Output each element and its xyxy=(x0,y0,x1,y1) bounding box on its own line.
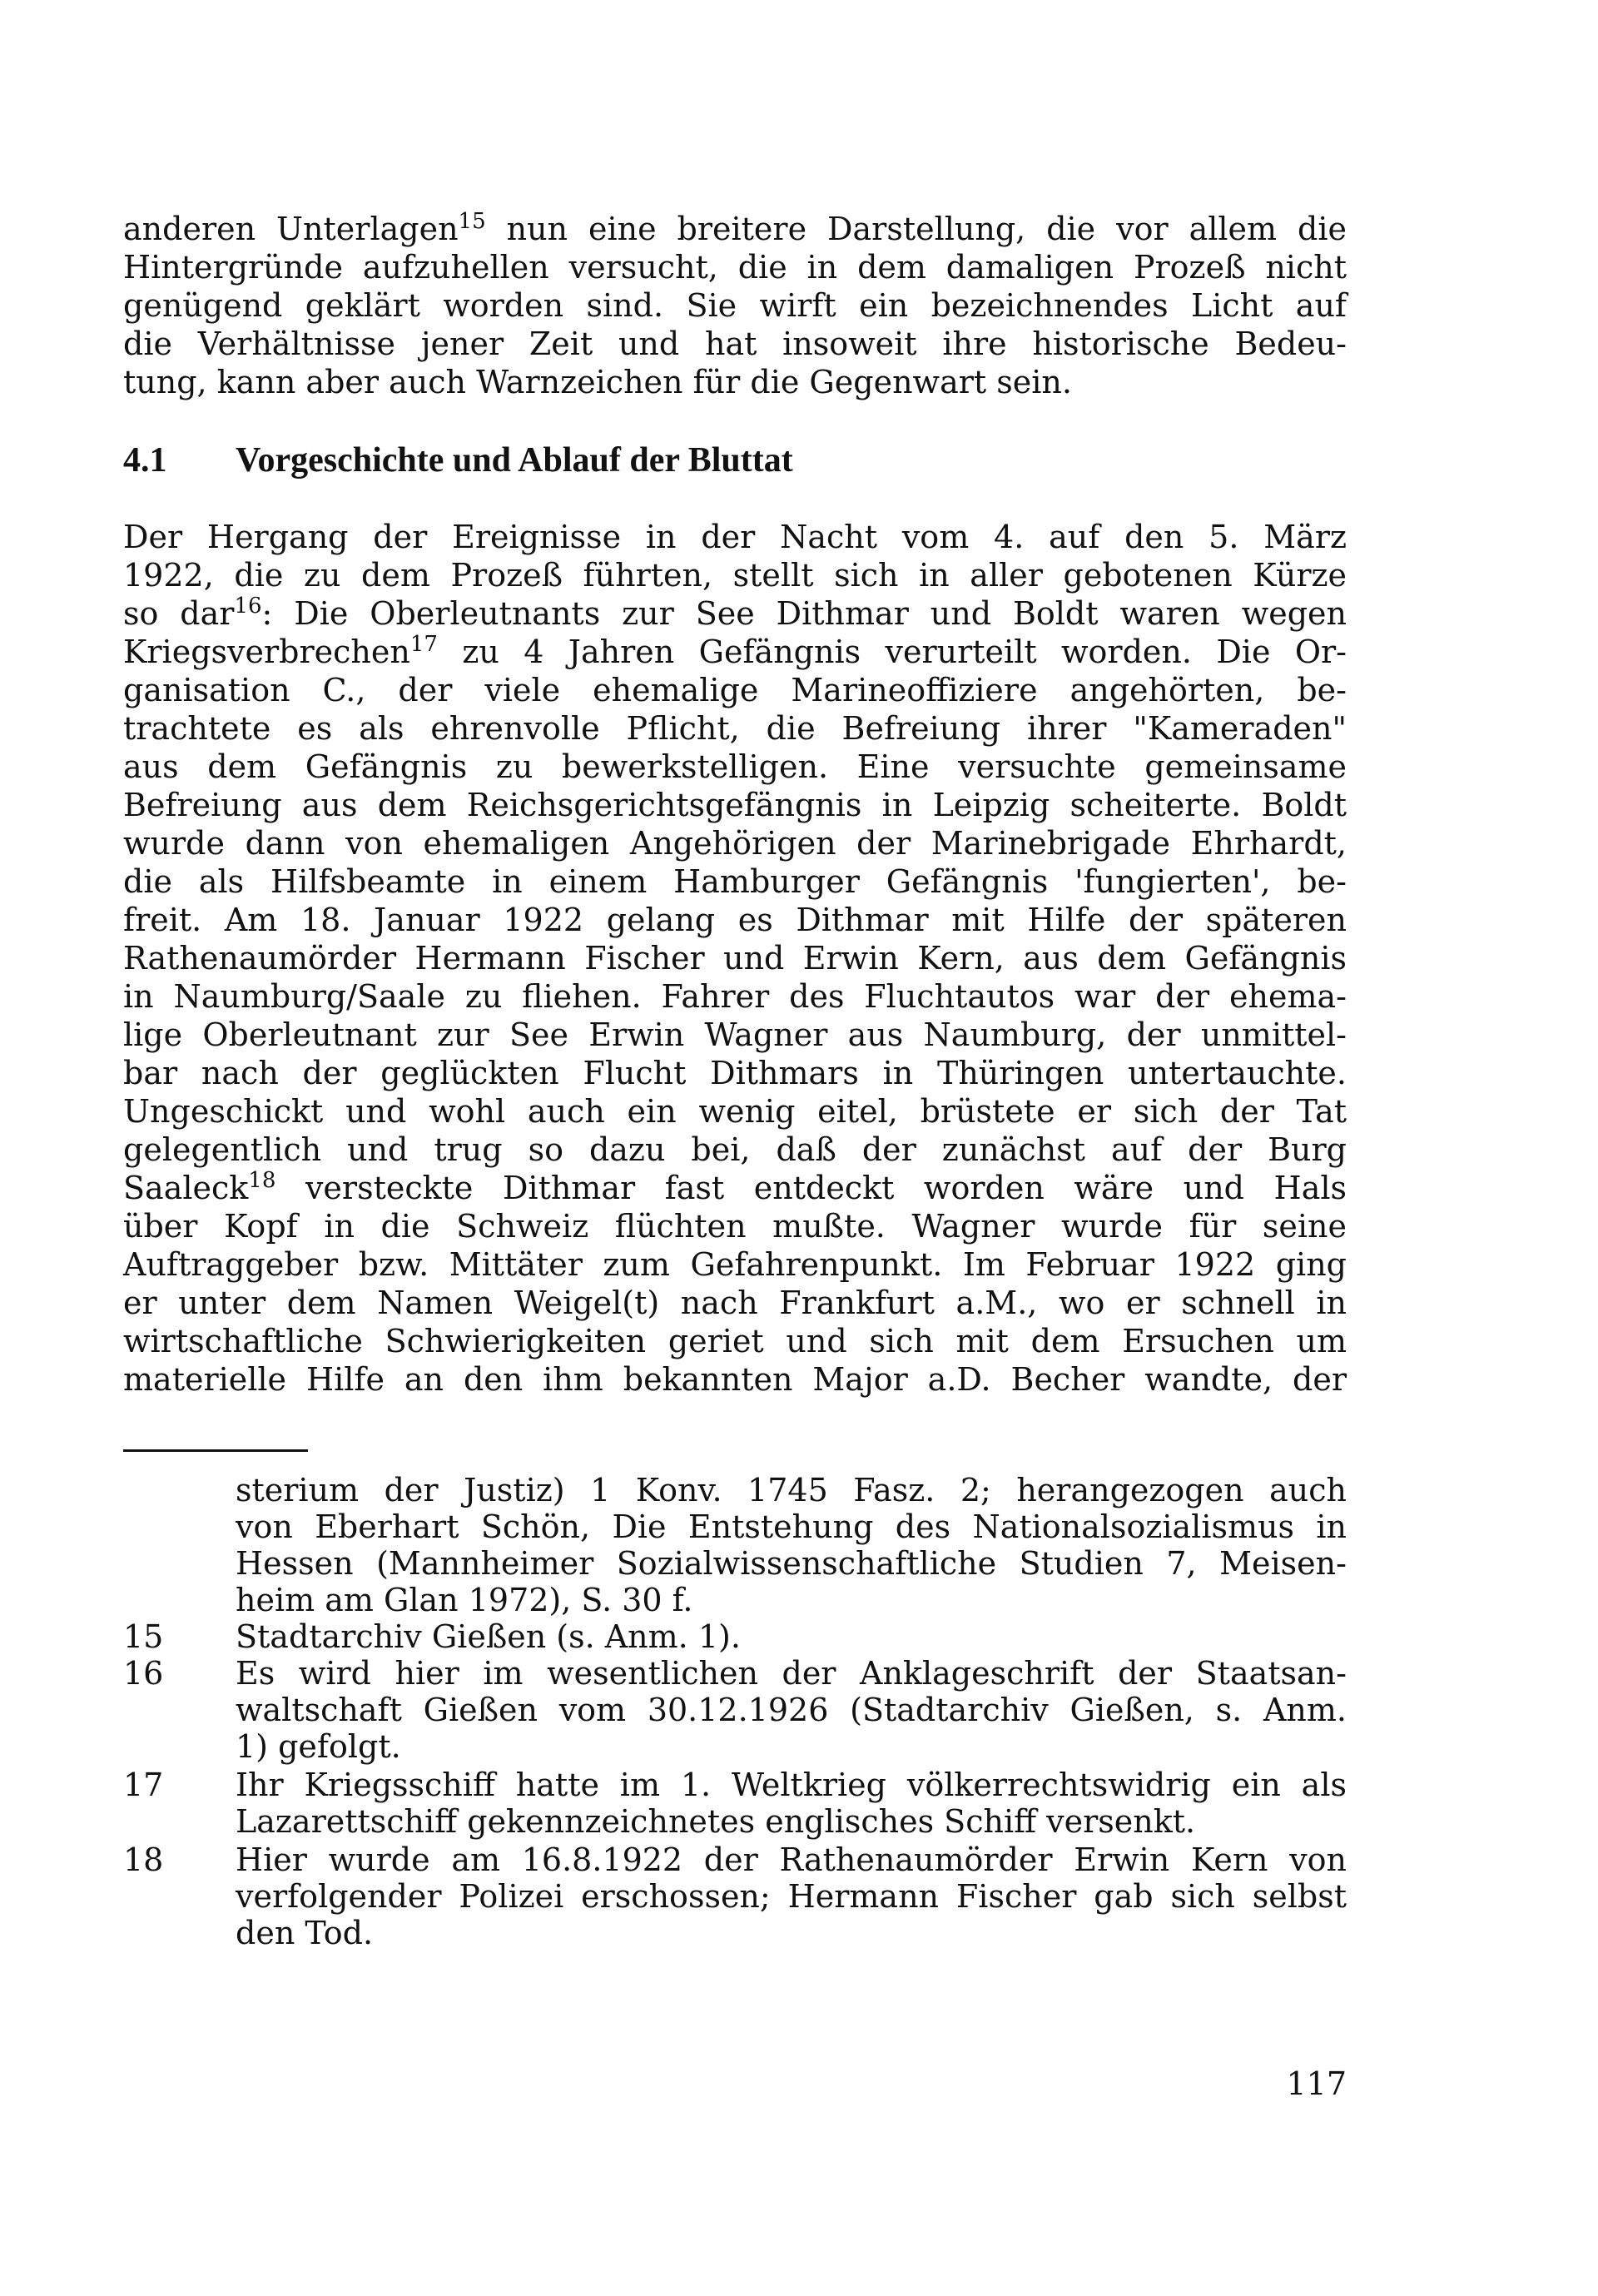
paragraph-line-17: gelegentlich und trug so dazu bei, daß der zunächst auf der Burg xyxy=(123,1131,1347,1168)
section-number: 4.1 xyxy=(123,441,167,480)
footnote-continuation-line-3: Hessen (Mannheimer Sozialwissenschaftliche Studien 7, Meisen- xyxy=(236,1545,1347,1582)
footnote-18-line-2: verfolgender Polizei erschossen; Hermann Fischer gab sich selbst xyxy=(236,1878,1347,1915)
intro-line-5: tung, kann aber auch Warnzeichen für die Gegenwart sein. xyxy=(123,364,1072,400)
paragraph-line-13: in Naumburg/Saale zu fliehen. Fahrer des Fluchtautos war der ehema- xyxy=(123,978,1347,1015)
footnote-continuation-line-1: sterium der Justiz) 1 Konv. 1745 Fasz. 2; herangezogen auch xyxy=(236,1472,1347,1508)
paragraph-line-2: 1922, die zu dem Prozeß führten, stellt sich in aller gebotenen Kürze xyxy=(123,557,1347,594)
paragraph-line-14: lige Oberleutnant zur See Erwin Wagner aus Naumburg, der unmittel- xyxy=(123,1016,1347,1053)
paragraph-line-10: die als Hilfsbeamte in einem Hamburger Gefängnis 'fungierten', be- xyxy=(123,863,1347,900)
page-number: 117 xyxy=(1286,2065,1347,2102)
paragraph-line-22: wirtschaftliche Schwierigkeiten geriet und sich mit dem Ersuchen um xyxy=(123,1323,1347,1359)
paragraph-line-16: Ungeschickt und wohl auch ein wenig eitel, brüstete er sich der Tat xyxy=(123,1093,1347,1130)
footnote-16-line-2: waltschaft Gießen vom 30.12.1926 (Stadtarchiv Gießen, s. Anm. xyxy=(236,1692,1347,1728)
paragraph-line-6: trachtete es als ehrenvolle Pflicht, die Befreiung ihrer "Kameraden" xyxy=(123,710,1347,747)
paragraph-line-12: Rathenaumörder Hermann Fischer und Erwin Kern, aus dem Gefängnis xyxy=(123,940,1347,977)
footnote-17-line-1: Ihr Kriegsschiff hatte im 1. Weltkrieg völkerrechtswidrig ein als xyxy=(236,1767,1347,1803)
footnote-continuation-line-4: heim am Glan 1972), S. 30 f. xyxy=(236,1582,693,1618)
footnote-continuation-line-2: von Eberhart Schön, Die Entstehung des Nationalsozialismus in xyxy=(236,1508,1347,1545)
footnote-18-line-3: den Tod. xyxy=(236,1915,374,1951)
footnote-ref-15: 15 xyxy=(458,209,486,234)
intro-line-4: die Verhältnisse jener Zeit und hat insoweit ihre historische Bedeu- xyxy=(123,326,1347,362)
intro-line-1: anderen Unterlagen$^{15}$ nun eine breitere Darstellung, die vor allem die xyxy=(123,209,1347,247)
intro-line-2: Hintergründe aufzuhellen versucht, die in dem damaligen Prozeß nicht xyxy=(123,249,1347,286)
paragraph-line-19: über Kopf in die Schweiz flüchten mußte. Wagner wurde für seine xyxy=(123,1208,1347,1245)
footnote-separator xyxy=(123,1449,308,1452)
paragraph-line-5: ganisation C., der viele ehemalige Marineoffiziere angehörten, be- xyxy=(123,672,1347,708)
paragraph-line-8: Befreiung aus dem Reichsgerichtsgefängnis in Leipzig scheiterte. Boldt xyxy=(123,787,1347,823)
paragraph-line-3: so dar$^{16}$: Die Oberleutnants zur See Dithmar und Boldt waren wegen xyxy=(123,594,1347,632)
paragraph-line-15: bar nach der geglückten Flucht Dithmars in Thüringen untertauchte. xyxy=(123,1055,1347,1091)
paragraph-line-11: freit. Am 18. Januar 1922 gelang es Dithmar mit Hilfe der späteren xyxy=(123,902,1347,938)
paragraph-line-1: Der Hergang der Ereignisse in der Nacht vom 4. auf den 5. März xyxy=(123,519,1347,555)
footnote-number-17: 17 xyxy=(123,1767,164,1803)
footnote-ref-16: 16 xyxy=(234,594,262,619)
paragraph-line-4: Kriegsverbrechen$^{17}$ zu 4 Jahren Gefängnis verurteilt worden. Die Or- xyxy=(123,632,1347,670)
paragraph-line-21: er unter dem Namen Weigel(t) nach Frankfurt a.M., wo er schnell in xyxy=(123,1285,1347,1321)
footnote-ref-18: 18 xyxy=(248,1168,276,1193)
footnote-18-line-1: Hier wurde am 16.8.1922 der Rathenaumörder Erwin Kern von xyxy=(236,1841,1347,1878)
footnote-16-line-1: Es wird hier im wesentlichen der Anklageschrift der Staatsan- xyxy=(236,1655,1347,1692)
paragraph-line-7: aus dem Gefängnis zu bewerkstelligen. Eine versuchte gemeinsame xyxy=(123,748,1347,785)
paragraph-line-23: materielle Hilfe an den ihm bekannten Major a.D. Becher wandte, der xyxy=(123,1361,1347,1398)
footnote-16-line-3: 1) gefolgt. xyxy=(236,1728,401,1765)
footnote-number-16: 16 xyxy=(123,1655,164,1692)
section-heading xyxy=(123,440,793,481)
footnote-number-18: 18 xyxy=(123,1841,164,1878)
footnote-17-line-2: Lazarettschiff gekennzeichnetes englisches Schiff versenkt. xyxy=(236,1803,1196,1840)
paragraph-line-18: Saaleck$^{18}$ versteckte Dithmar fast entdeckt worden wäre und Hals xyxy=(123,1168,1347,1206)
footnote-number-15: 15 xyxy=(123,1618,164,1655)
footnote-ref-17: 17 xyxy=(409,632,438,657)
footnote-15-line-1: Stadtarchiv Gießen (s. Anm. 1). xyxy=(236,1618,741,1655)
paragraph-line-20: Auftraggeber bzw. Mittäter zum Gefahrenpunkt. Im Februar 1922 ging xyxy=(123,1246,1347,1283)
paragraph-line-9: wurde dann von ehemaligen Angehörigen der Marinebrigade Ehrhardt, xyxy=(123,825,1347,862)
section-title: Vorgeschichte und Ablauf der Bluttat xyxy=(236,441,793,480)
intro-line-3: genügend geklärt worden sind. Sie wirft ein bezeichnendes Licht auf xyxy=(123,287,1347,324)
